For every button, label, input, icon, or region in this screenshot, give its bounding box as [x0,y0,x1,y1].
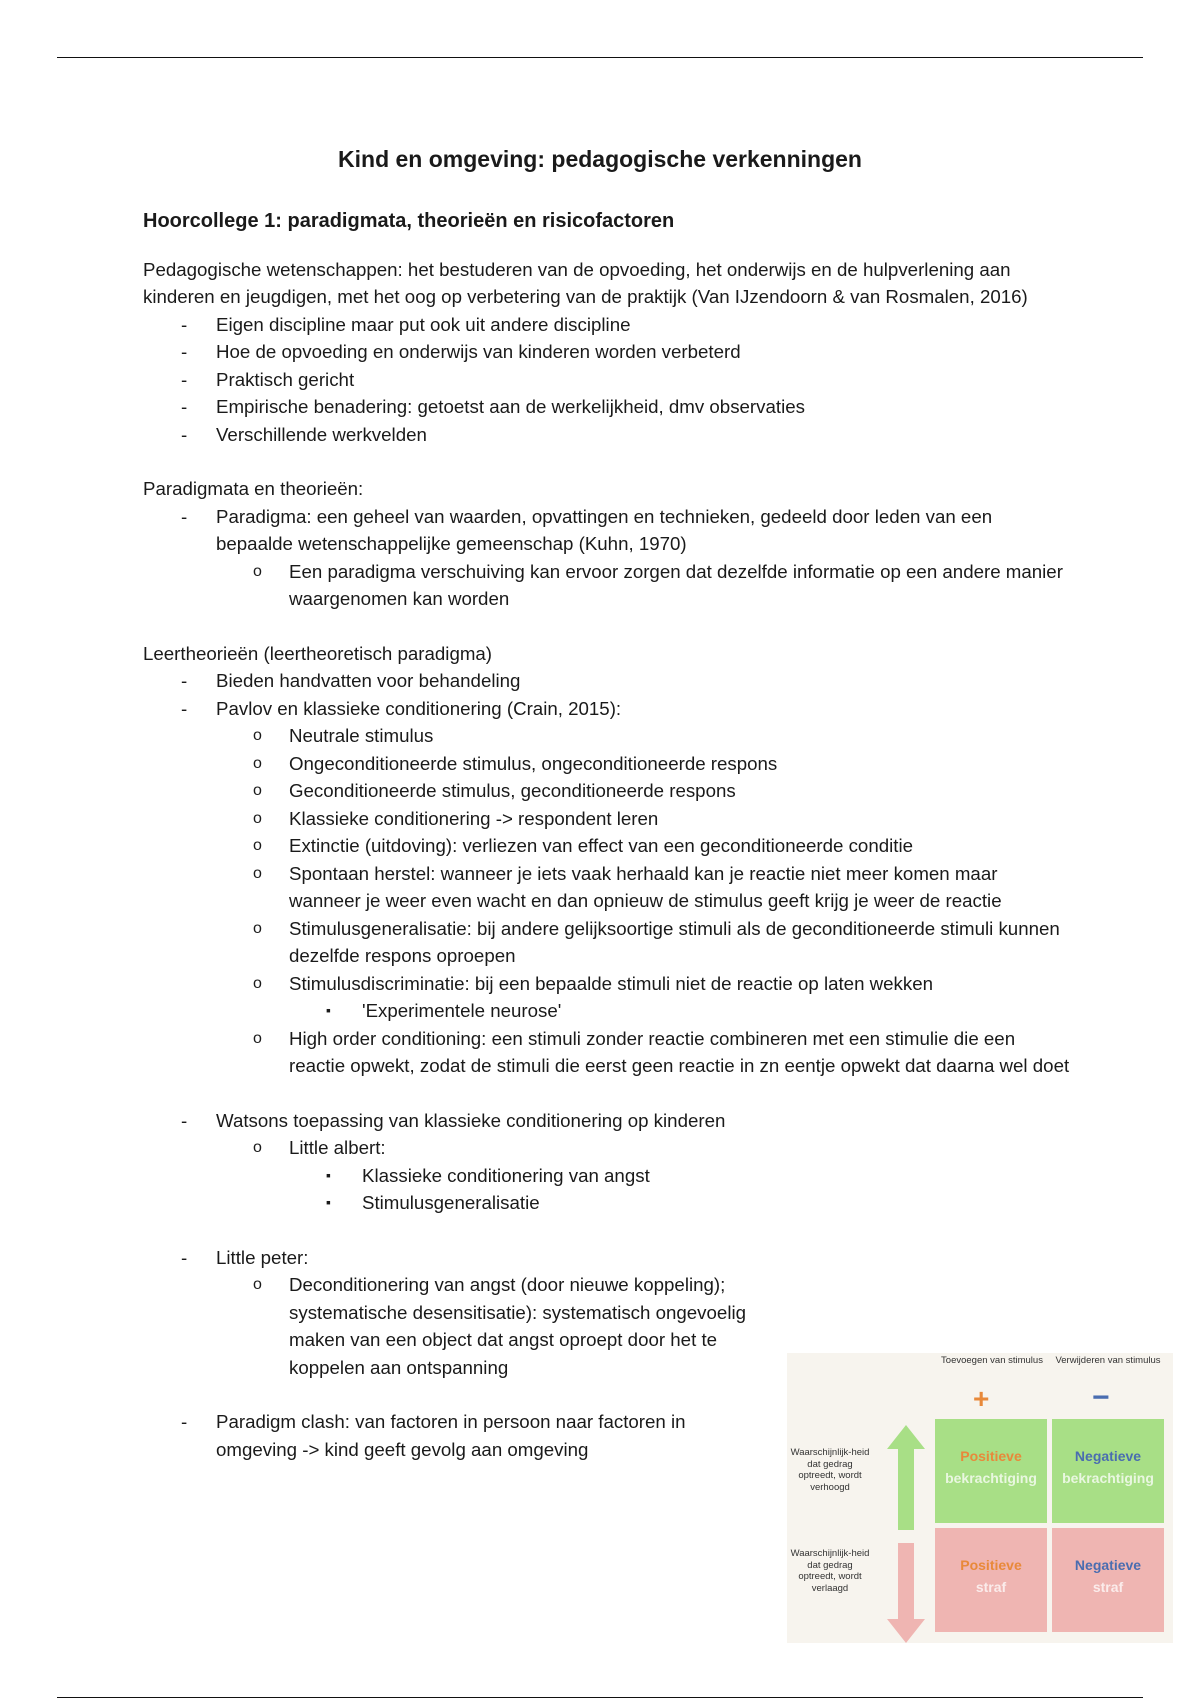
albert-list [143,1134,1073,1162]
cell-positive-punishment: Positieve straf [935,1528,1047,1632]
arrow-down-icon [887,1543,925,1643]
list-item: - Empirische benadering: getoetst aan de werkelijkheid, dmv observaties [143,393,1073,421]
cell-negative-punishment: Negatieve straf [1052,1528,1164,1632]
definition-list [143,311,1073,449]
reinforcement-figure [787,1353,1173,1643]
minus-icon: − [1092,1381,1110,1414]
row-label-decrease: Waarschijnlijk-heid dat gedrag optreedt, wordt verlaagd [790,1548,870,1594]
list-item: - Bieden handvatten voor behandeling [143,667,1073,695]
list-item: - Hoe de opvoeding en onderwijs van kinderen worden verbeterd [143,338,1073,366]
list-item: ▪ Stimulusgeneralisatie [143,1189,1073,1217]
definition-paragraph: Pedagogische wetenschappen: het bestuderen van de opvoeding, het onderwijs en de hulpverlening aan kinderen en jeugdigen, met het oog op verbetering van de praktijk (Van IJzendoorn & van Rosmalen, 2016) [143,258,1028,307]
list-item: o Little albert: [143,1134,1073,1162]
plus-icon: + [973,1383,990,1414]
list-item: o Neutrale stimulus [143,722,1073,750]
list-item: - Little peter: [143,1244,1073,1272]
header-rule [57,57,1143,58]
lecture-heading: Hoorcollege 1: paradigmata, theorieën en risicofactoren [143,210,675,232]
list-item: - Paradigm clash: van factoren in persoon naar factoren in omgeving -> kind geeft gevolg aan omgeving [143,1408,766,1463]
column-header-add: Toevoegen van stimulus [941,1355,1043,1366]
pavlov-list [143,722,1073,997]
arrow-up-icon [887,1425,925,1530]
list-item: o Ongeconditioneerde stimulus, ongeconditioneerde respons [143,750,1073,778]
list-item: ▪ Klassieke conditionering van angst [143,1162,1073,1190]
watson-list [143,1107,1073,1135]
list-item: o Spontaan herstel: wanneer je iets vaak herhaald kan je reactie niet meer komen maar wanneer je weer even wacht en dan opnieuw de stimulus geeft krijg je weer de reactie [143,860,1073,915]
learning-heading: Leertheorieën (leertheoretisch paradigma) [143,642,493,664]
list-item: o Een paradigma verschuiving kan ervoor zorgen dat dezelfde informatie op een andere manier waargenomen kan worden [143,558,1073,613]
row-label-increase: Waarschijnlijk-heid dat gedrag optreedt, wordt verhoogd [790,1447,870,1493]
cell-negative-reinforcement: Negatieve bekrachtiging [1052,1419,1164,1523]
paradigms-sublist [143,558,1073,613]
list-item: o Klassieke conditionering -> respondent leren [143,805,1073,833]
footer-rule [57,1697,1143,1698]
paradigms-heading: Paradigmata en theorieën: [143,478,364,499]
list-item: o Deconditionering van angst (door nieuwe koppeling); systematische desensitisatie): systematisch ongevoelig maken van een object dat angst oproept door het te koppelen aan ontspanning [143,1271,774,1381]
list-item: - Verschillende werkvelden [143,421,1073,449]
list-item: - Paradigma: een geheel van waarden, opvattingen en technieken, gedeeld door leden van een bepaalde wetenschappelijke gemeenschap (Kuhn, 1970) [143,503,1073,558]
document-body [143,208,1073,1463]
cell-positive-reinforcement: Positieve bekrachtiging [935,1419,1047,1523]
list-item: o Stimulusdiscriminatie: bij een bepaalde stimuli niet de reactie op laten wekken [143,970,1073,998]
list-item: ▪ 'Experimentele neurose' [143,997,1073,1025]
list-item: - Pavlov en klassieke conditionering (Crain, 2015): [143,695,1073,723]
list-item: o Extinctie (uitdoving): verliezen van effect van een geconditioneerde conditie [143,832,1073,860]
high-order-list [143,1025,1073,1080]
peter-list [143,1244,1073,1272]
learning-list [143,667,1073,722]
discrimination-sublist [143,997,1073,1025]
list-item: o High order conditioning: een stimuli zonder reactie combineren met een stimulie die een reactie opwekt, zodat de stimuli die eerst geen reactie in zn eentje opwekt dat daarna wel doet [143,1025,1073,1080]
albert-sublist [143,1162,1073,1217]
list-item: o Stimulusgeneralisatie: bij andere gelijksoortige stimuli als de geconditioneerde stimuli kunnen dezelfde respons oproepen [143,915,1073,970]
list-item: o Geconditioneerde stimulus, geconditioneerde respons [143,777,1073,805]
list-item: - Watsons toepassing van klassieke conditionering op kinderen [143,1107,1073,1135]
column-header-remove: Verwijderen van stimulus [1055,1355,1161,1366]
paradigms-list [143,503,1073,558]
document-title: Kind en omgeving: pedagogische verkenningen [338,146,862,172]
list-item: - Eigen discipline maar put ook uit andere discipline [143,311,1073,339]
list-item: - Praktisch gericht [143,366,1073,394]
